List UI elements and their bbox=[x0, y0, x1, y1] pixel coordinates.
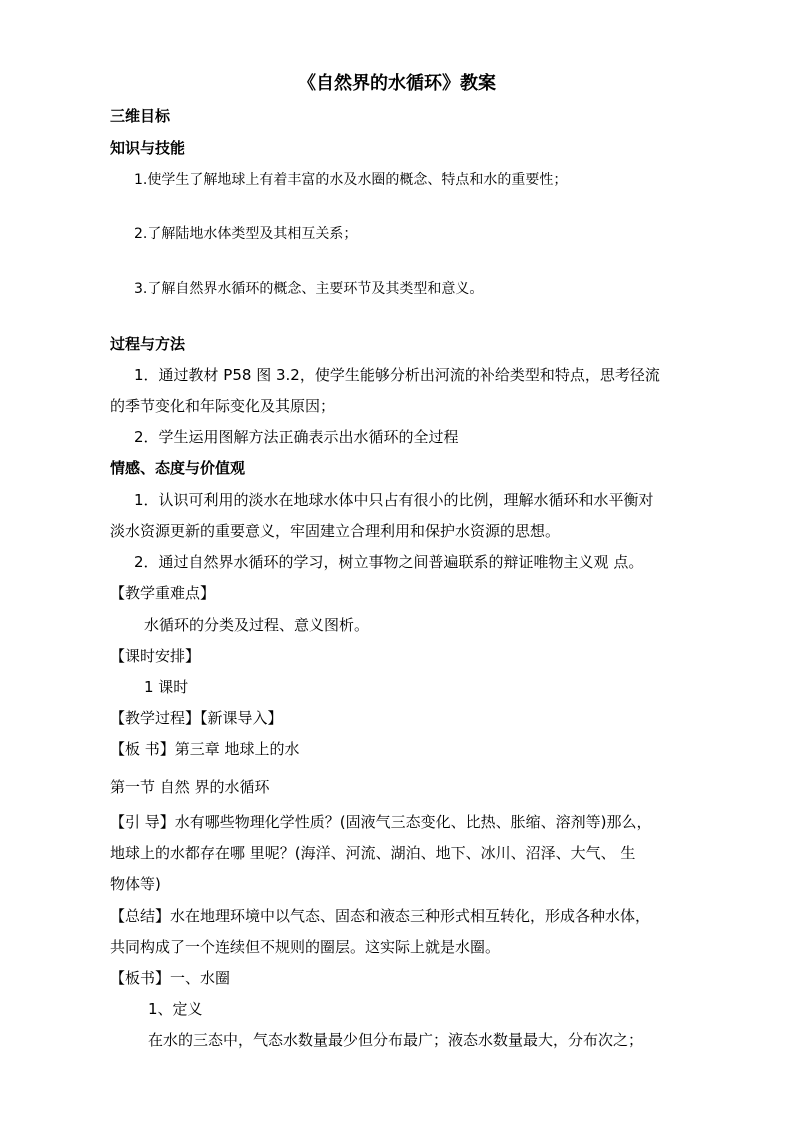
heading-knowledge-skills: 知识与技能 bbox=[110, 139, 186, 157]
paragraph-line: 2．学生运用图解方法正确表示出水循环的全过程 bbox=[134, 428, 459, 446]
subsection-definition: 1、定义 bbox=[148, 1000, 203, 1018]
heading-process-method: 过程与方法 bbox=[110, 335, 186, 353]
paragraph-line: 水循环的分类及过程、意义图析。 bbox=[144, 616, 370, 634]
heading-emotion-values: 情感、态度与价值观 bbox=[110, 459, 246, 477]
paragraph-line: 1．认识可利用的淡水在地球水体中只占有很小的比例，理解水循环和水平衡对 bbox=[134, 491, 654, 509]
paragraph-line: 的季节变化和年际变化及其原因； bbox=[110, 397, 336, 415]
goal-item-1: 1.使学生了解地球上有着丰富的水及水圈的概念、特点和水的重要性； bbox=[134, 172, 568, 188]
board-chapter: 【板 书】第三章 地球上的水 bbox=[110, 740, 300, 758]
section-schedule: 【课时安排】 bbox=[110, 647, 201, 665]
goal-item-3: 3.了解自然界水循环的概念、主要环节及其类型和意义。 bbox=[134, 281, 484, 297]
paragraph-line: 物体等) bbox=[110, 875, 161, 893]
paragraph-line: 1．通过教材 P58 图 3.2，使学生能够分析出河流的补给类型和特点，思考径流 bbox=[134, 366, 660, 384]
paragraph-line: 淡水资源更新的重要意义，牢固建立合理利用和保护水资源的思想。 bbox=[110, 522, 561, 540]
paragraph-line: 在水的三态中，气态水数量最少但分布最广；液态水数量最大，分布次之； bbox=[148, 1031, 644, 1049]
paragraph-line: 2．通过自然界水循环的学习，树立事物之间普遍联系的辩证唯物主义观 点。 bbox=[134, 553, 644, 571]
section-heading: 第一节 自然 界的水循环 bbox=[110, 778, 270, 796]
paragraph-line: 【引 导】水有哪些物理化学性质？(固液气三态变化、比热、胀缩、溶剂等)那么， bbox=[110, 813, 652, 831]
section-key-difficulties: 【教学重难点】 bbox=[110, 584, 216, 602]
heading-three-dimension-goals: 三维目标 bbox=[110, 107, 171, 125]
section-teaching-process: 【教学过程】【新课导入】 bbox=[110, 709, 283, 727]
goal-item-2: 2.了解陆地水体类型及其相互关系； bbox=[134, 226, 358, 242]
paragraph-line: 【总结】水在地理环境中以气态、固态和液态三种形式相互转化，形成各种水体， bbox=[110, 907, 651, 925]
board-hydrosphere: 【板书】一、水圈 bbox=[110, 969, 231, 987]
paragraph-line: 地球上的水都存在哪 里呢？(海洋、河流、湖泊、地下、冰川、沼泽、大气、 生 bbox=[110, 844, 636, 862]
paragraph-line: 1 课时 bbox=[144, 678, 189, 696]
paragraph-line: 共同构成了一个连续但不规则的圈层。这实际上就是水圈。 bbox=[110, 938, 501, 956]
document-title: 《自然界的水循环》教案 bbox=[298, 73, 496, 94]
